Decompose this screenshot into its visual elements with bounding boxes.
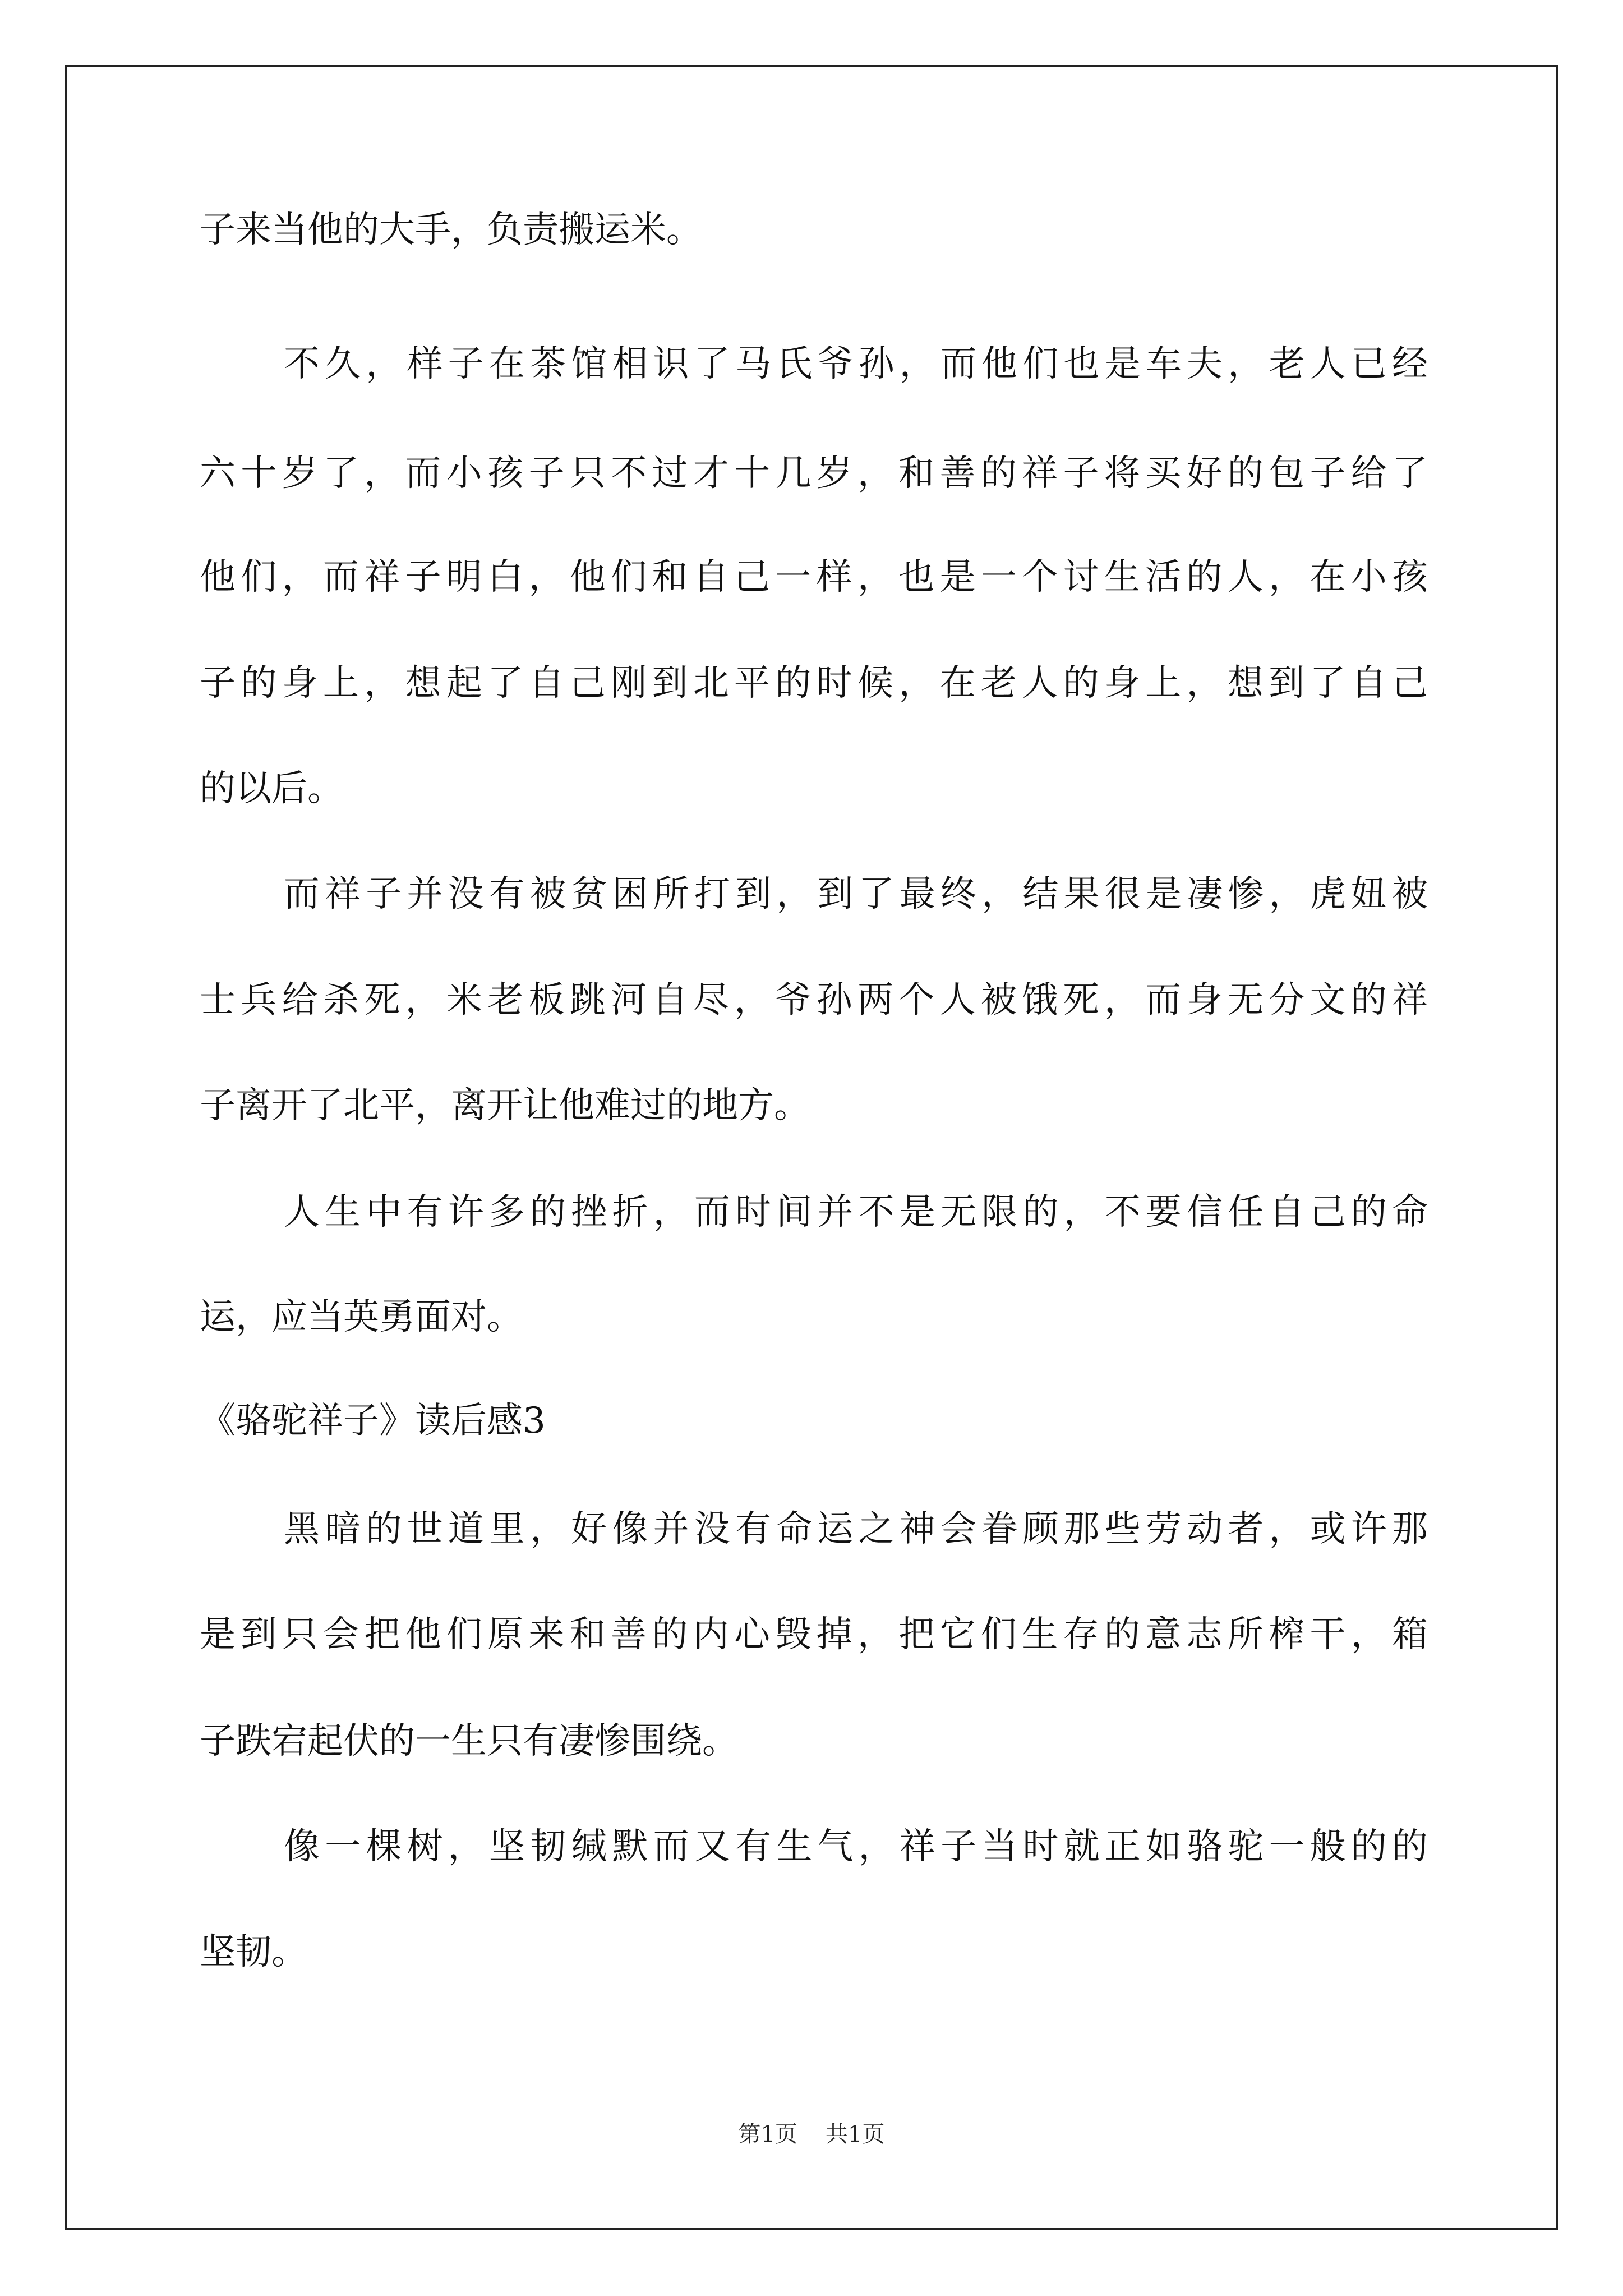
text-line: 子来当他的大手，负责搬运米。 <box>200 209 702 251</box>
text-line: 人生中有许多的挫折，而时间并不是无限的，不要信任自己的命 <box>284 1191 1428 1233</box>
text-line: 他们，而祥子明白，他们和自己一样，也是一个讨生活的人，在小孩 <box>200 556 1428 598</box>
text-line: 运，应当英勇面对。 <box>200 1296 523 1338</box>
text-line: 是到只会把他们原来和善的内心毁掉，把它们生存的意志所榨干，箱 <box>200 1614 1428 1655</box>
text-line: 不久，样子在茶馆相识了马氏爷孙，而他们也是车夫，老人已经 <box>284 343 1428 385</box>
page-border <box>65 65 1558 2230</box>
text-line: 士兵给杀死，米老板跳河自尽，爷孙两个人被饿死，而身无分文的祥 <box>200 979 1428 1021</box>
text-line: 的以后。 <box>200 768 343 809</box>
text-line: 而祥子并没有被贫困所打到，到了最终，结果很是凄惨，虎妞被 <box>284 873 1428 915</box>
text-line: 子跌宕起伏的一生只有凄惨围绕。 <box>200 1720 738 1762</box>
section-heading: 《骆驼祥子》读后感3 <box>200 1400 546 1442</box>
text-line: 像一棵树，坚韧缄默而又有生气，祥子当时就正如骆驼一般的的 <box>284 1826 1428 1867</box>
page-total: 共1页 <box>826 2122 885 2147</box>
text-line: 黑暗的世道里，好像并没有命运之神会眷顾那些劳动者，或许那 <box>284 1508 1428 1550</box>
page-footer <box>0 2120 1623 2148</box>
text-line: 六十岁了，而小孩子只不过才十几岁，和善的祥子将买好的包子给了 <box>200 453 1428 494</box>
text-line: 坚韧。 <box>200 1931 307 1973</box>
page-number: 第1页 <box>738 2122 797 2147</box>
text-line: 子的身上，想起了自己刚到北平的时候，在老人的身上，想到了自己 <box>200 662 1428 704</box>
text-line: 子离开了北平，离开让他难过的地方。 <box>200 1085 810 1126</box>
